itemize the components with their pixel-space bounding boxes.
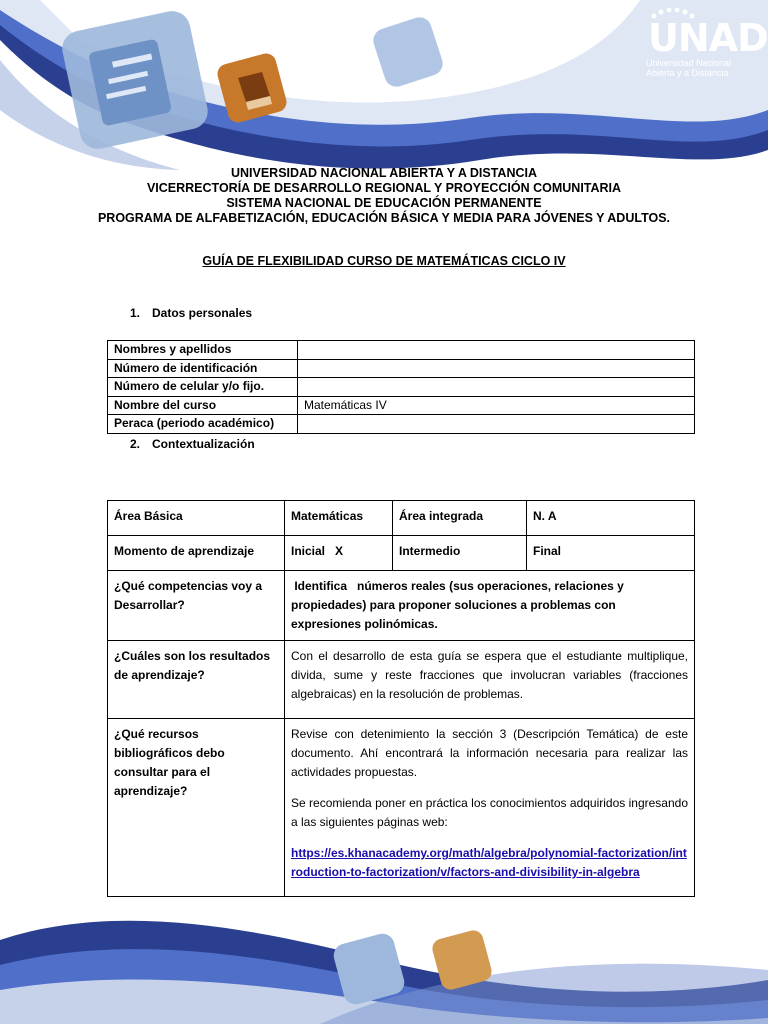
section-1-heading [130,306,252,320]
table-label: Número de celular y/o fijo. [108,378,298,397]
momento-intermedio: Intermedio [393,536,527,571]
heading-line: SISTEMA NACIONAL DE EDUCACIÓN PERMANENTE [226,196,542,210]
table-row [108,571,695,641]
heading-line: UNIVERSIDAD NACIONAL ABIERTA Y A DISTANCIA [230,166,538,180]
table-label: Número de identificación [108,359,298,378]
recursos-value [285,719,695,897]
logo-text: UNAD [648,16,768,60]
section-title: Datos personales [152,306,253,320]
personal-data-table [107,340,695,434]
table-value [298,341,695,360]
competencias-label: ¿Qué competencias voy a Desarrollar? [108,571,285,641]
section-title: Contextualización [152,437,255,451]
momento-label: Momento de aprendizaje [108,536,285,571]
table-row [108,359,695,378]
area-integrada-value: N. A [527,501,695,536]
recursos-paragraph-1: Revise con detenimiento la sección 3 (Descripción Temática) de este documento. Ahí encontrará la información necesaria para realizar las actividades propuestas. [291,727,688,779]
table-label: Nombres y apellidos [108,341,298,360]
table-row [108,501,695,536]
khanacademy-link[interactable]: https://es.khanacademy.org/math/algebra/polynomial-factorization/introduction-to-factorization/v/factors-and-divisibility-in-algebra [291,846,687,879]
section-number: 2. [130,437,141,451]
table-value: Matemáticas IV [298,396,695,415]
momento-final: Final [527,536,695,571]
recursos-paragraph-2: Se recomienda poner en práctica los conocimientos adquiridos ingresando a las siguientes páginas web: [291,796,688,829]
momento-inicial: Inicial X [285,536,393,571]
logo-subtitle [646,58,731,78]
table-row [108,641,695,719]
context-table [107,500,695,897]
area-basica-value: Matemáticas [285,501,393,536]
logo-subtitle-line2: Abierta y a Distancia [646,68,729,78]
heading-line: VICERRECTORÍA DE DESARROLLO REGIONAL Y PROYECCIÓN COMUNITARIA [146,181,622,195]
area-basica-label: Área Básica [108,501,285,536]
table-row [108,536,695,571]
table-value [298,415,695,434]
section-number: 1. [130,306,141,320]
table-label: Peraca (periodo académico) [108,415,298,434]
guide-title: GUÍA DE FLEXIBILIDAD CURSO DE MATEMÁTICAS CICLO IV [202,254,566,268]
unad-logo [640,6,768,86]
competencias-value: Identifica números reales (sus operaciones, relaciones y propiedades) para proponer soluciones a problemas con expresiones polinómicas. [285,571,695,641]
institution-heading [0,166,768,226]
heading-line: PROGRAMA DE ALFABETIZACIÓN, EDUCACIÓN BÁSICA Y MEDIA PARA JÓVENES Y ADULTOS. [97,211,671,225]
recursos-label: ¿Qué recursos bibliográficos debo consultar para el aprendizaje? [108,719,285,897]
area-integrada-label: Área integrada [393,501,527,536]
table-row [108,719,695,897]
section-2-heading [130,437,255,451]
table-value [298,359,695,378]
table-row [108,378,695,397]
table-row [108,415,695,434]
resultados-label: ¿Cuáles son los resultados de aprendizaje? [108,641,285,719]
table-row [108,341,695,360]
logo-subtitle-line1: Universidad Nacional [646,58,732,68]
resultados-value: Con el desarrollo de esta guía se espera que el estudiante multiplique, divida, sume y reste fracciones que involucran variables (fracciones algebraicas) en la resolución de problemas. [285,641,695,719]
table-label: Nombre del curso [108,396,298,415]
table-row [108,396,695,415]
table-value [298,378,695,397]
